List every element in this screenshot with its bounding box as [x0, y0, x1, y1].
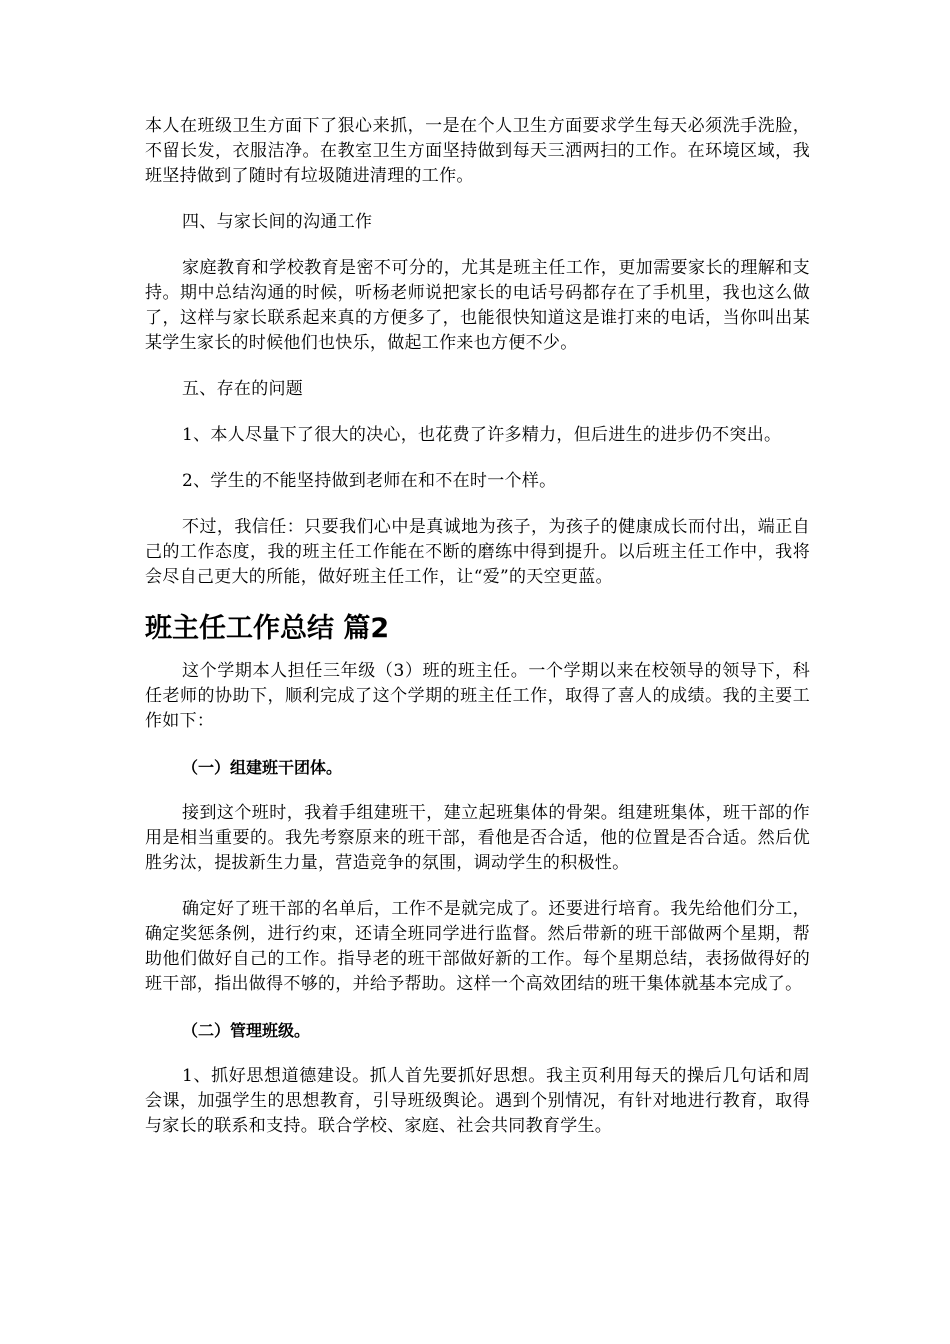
paragraph-conclusion: 不过，我信任：只要我们心中是真诚地为孩子，为孩子的健康成长而付出，端正自己的工作态度，我的班主任工作能在不断的磨练中得到提升。以后班主任工作中，我将会尽自己更大的所能，做好班主任工作，让“爱”的天空更蓝。: [145, 517, 810, 587]
paragraph-hygiene: 本人在班级卫生方面下了狠心来抓，一是在个人卫生方面要求学生每天必须洗手洗脸，不留长发，衣服洁净。在教室卫生方面坚持做到每天三洒两扫的工作。在环境区域，我班坚持做到了随时有垃圾随进清理的工作。: [145, 116, 810, 186]
document-page: [145, 114, 810, 1160]
paragraph-intro: 这个学期本人担任三年级（3）班的班主任。一个学期以来在校领导的领导下，科任老师的协助下，顺利完成了这个学期的班主任工作，取得了喜人的成绩。我的主要工作如下：: [145, 661, 810, 731]
paragraph-problem-2: 2、学生的不能坚持做到老师在和不在时一个样。: [182, 471, 557, 491]
paragraph-parent-communication: 家庭教育和学校教育是密不可分的，尤其是班主任工作，更加需要家长的理解和支持。期中总结沟通的时候，听杨老师说把家长的电话号码都存在了手机里，我也这么做了，这样与家长联系起来真的方便多了，也能很快知道这是谁打来的电话，当你叫出某某学生家长的时候他们也快乐，做起工作来也方便不少。: [145, 258, 810, 353]
subheading-manage-class: （二）管理班级。: [182, 1021, 311, 1040]
paragraph-problem-1: 1、本人尽量下了很大的决心，也花费了许多精力，但后进生的进步仍不突出。: [182, 425, 782, 445]
paragraph-train-cadres: 确定好了班干部的名单后，工作不是就完成了。还要进行培育。我先给他们分工，确定奖惩条例，进行约束，还请全班同学进行监督。然后带新的班干部做两个星期，帮助他们做好自己的工作。指导老的班干部做好新的工作。每个星期总结，表扬做得好的班干部，指出做得不够的，并给予帮助。这样一个高效团结的班干集体就基本完成了。: [145, 899, 810, 994]
section-heading-problems: 五、存在的问题: [182, 379, 304, 399]
paragraph-build-team: 接到这个班时，我着手组建班干，建立起班集体的骨架。组建班集体，班干部的作用是相当重要的。我先考察原来的班干部，看他是否合适，他的位置是否合适。然后优胜劣汰，提拔新生力量，营造竞争的氛围，调动学生的积极性。: [145, 803, 810, 873]
subheading-build-team: （一）组建班干团体。: [182, 758, 343, 777]
section-2-title: 班主任工作总结 篇2: [145, 613, 390, 644]
section-heading-parent-communication: 四、与家长间的沟通工作: [182, 212, 373, 232]
paragraph-moral-education: 1、抓好思想道德建设。抓人首先要抓好思想。我主页利用每天的操后几句话和周会课，加强学生的思想教育，引导班级舆论。遇到个别情况，有针对地进行教育，取得与家长的联系和支持。联合学校、家庭、社会共同教育学生。: [145, 1066, 810, 1136]
